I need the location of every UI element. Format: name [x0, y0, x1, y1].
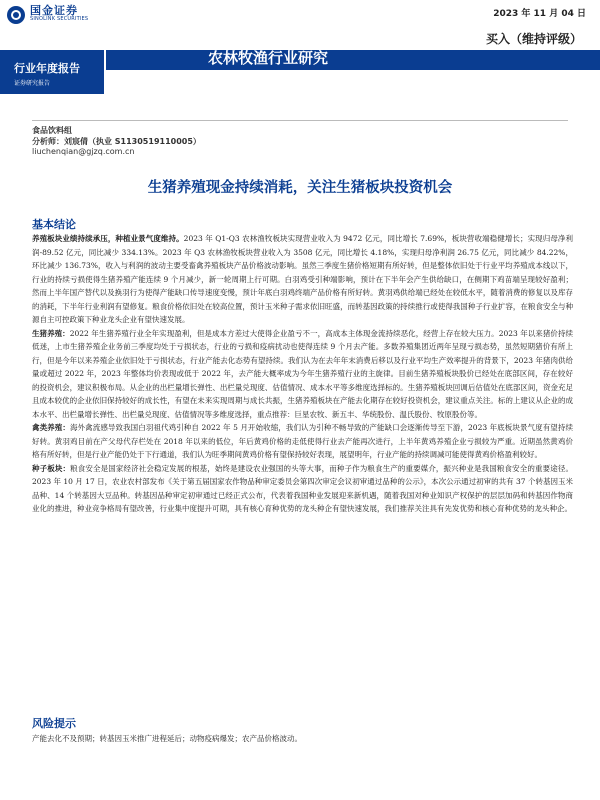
paragraph-industry [32, 232, 573, 327]
risk-text: 产能去化不及预期；转基因玉米推广进程延后；动物疫病爆发；农产品价格波动。 [32, 734, 302, 743]
paragraph-hog [32, 327, 573, 422]
brand-name-en: SINOLINK SECURITIES [30, 16, 89, 22]
brand-logo [6, 4, 88, 26]
analyst-info [32, 126, 201, 158]
risk-heading: 风险提示 [32, 717, 76, 730]
report-date: 2023 年 11 月 04 日 [493, 9, 586, 19]
paragraph-text: 2022 年生猪养殖行业全年实现盈利，但是成本方差过大使得企业盈亏不一，高成本主体现金流持续恶化，经营上存在较大压力。2023 年以来猪价持续低迷，上市生猪养殖企业务前三季度均处于亏损状态，行业的亏损和疫病扰动也使得连续 9 个月去产能。多数养殖集团近两年呈现亏损态势，虽然短期猪价有所上行，但是今年以来养殖企业依旧处于亏损状态，行业产能去化态势有望持续。我们认为在去年年末消费后移以及行业平均生产效率提升的背景下，2023 年猪肉供给量或超过 2022 年，2023 年整体均价表现或低于 2022 年，去产能大概率成为今年生猪养殖行业的主旋律。目前生猪养殖板块股价已经处在底部区间，存在较好的投资机会，建议积极布局。从企业的出栏量增长弹性、出栏量兑现度、估值情况、成本水平等多维度选择标的。生猪养殖板块回调后估值处在底部区间，资金充足且成本较优的企业依旧保持较好的成长性，有望在未来实现周期与成长共振，生猪养殖板块在产能去化期存在较好投资机会，建议重点关注。标的上建议从企业的成本水平、出栏量增长弹性、出栏量兑现度、估值情况等多维度选择，重点推荐：巨星农牧、新五丰、华统股份、温氏股份、牧原股份等。 [32, 328, 573, 419]
conclusion-body [32, 232, 573, 516]
paragraph-lead: 禽类养殖： [32, 423, 70, 432]
paragraph-lead: 种子板块： [32, 463, 71, 473]
rating-label: 买入（维持评级） [485, 32, 582, 46]
header-divider [32, 120, 568, 121]
report-type-band [0, 50, 104, 94]
paragraph-lead: 生猪养殖： [32, 328, 70, 338]
paragraph-lead: 养殖板块业绩持续承压，种植业景气度维持。 [32, 234, 184, 243]
paragraph-poultry [32, 421, 573, 462]
report-title: 农林牧渔行业研究 [208, 49, 329, 67]
paragraph-seed [32, 462, 573, 516]
paragraph-text: 粮食安全是国家经济社会稳定发展的根基，始终是建设农业强国的头等大事，而种子作为粮食生产的重要媒介，振兴种业是我国粮食安全的重要途径。2023 年 10 月 17 日，农业农村部发布《关于第五届国家农作物品种审定委员会第四次审定会议初审通过品种的公示》，本次公示通过初审的共有 37 个转基因玉米品种、14 个转基因大豆品种。转基因品种审定初审通过已经正式公布，代表着我国种业发展迎来新机遇，随着我国对种业知识产权保护的层层加码和转基因作物商业化的推进，种业竞争格局有望改善，行业集中度提升可期，具有核心育种优势的龙头种企有望快速发展，我们推荐关注具有先发优势和核心育种优势的龙头种企。 [32, 463, 573, 513]
analyst-email: liuchenqian@gjzq.com.cn [32, 147, 135, 156]
brand-name-cn: 国金证券 [30, 4, 78, 17]
industry-group: 食品饮料组 [32, 126, 72, 135]
headline: 生猪养殖现金持续消耗，关注生猪板块投资机会 [147, 180, 453, 196]
sinolink-logo-icon [6, 5, 26, 25]
report-subtype: 证券研究报告 [14, 80, 51, 87]
paragraph-text: 2023 年 Q1-Q3 农林渔牧板块实现营业收入为 9472 亿元，同比增长 7.69%，板块营收端稳健增长；实现归母净利润-89.52 亿元，同比减少 334.13%。2023 年 Q3 农林渔牧板块营业收入为 3508 亿元，同比增长 4.18%，实现归母净利润 26.75 亿元，同比减少 84.22%，环比减少 136.73%，收入与利润的波动主要受畜禽养殖板块产品价格波动影响。虽然三季度生猪价格短期有所好转，但是整体依旧处于行业平均养殖成本线以下，行业的持续亏损使得生猪养殖产能连续 9 个月减少，新一轮周期上行可期。白羽鸡受引种端影响，预计在下半年会产生供给缺口，在侧期下鸡苗端呈现较好盈利；然而上半年国产替代以及换羽行为使得产能缺口传导速度变慢，预计年底白羽鸡终端产品价格有所好转。黄羽鸡供给端已经处在较低水平，随着消费的修复以及库存的消耗，下半年行业利润有望修复。粮食价格依旧处在较高位置，预计玉米种子需求依旧旺盛，而转基因政策的持续推行或使得我国种子行业扩容，在粮食安全与种源自主可控政策下种业龙头企业有望快速发展。 [32, 234, 574, 324]
title-band [106, 50, 600, 70]
paragraph-text: 海外禽流感导致我国白羽祖代鸡引种自 2022 年 5 月开始收缩，我们认为引种不畅导致的产能缺口会逐渐传导至下游，2023 年底板块景气度有望持续好转。黄羽鸡目前在产父母代存栏处在 2018 年以来的低位，年后黄鸡价格的走低使得行业去产能再次进行，上半年黄鸡养殖企业亏损较为严重。近期虽然黄鸡价格有所好转，但是行业产能仍处于下行通道，我们认为旺季期间黄鸡价格有望保持较好表现，展望明年，行业产能的持续调减可能使得黄鸡价格盈利较好。 [32, 423, 573, 459]
analyst-name: 分析师：刘宸倩（执业 S1130519110005） [32, 136, 201, 146]
conclusion-heading: 基本结论 [32, 218, 76, 231]
report-type: 行业年度报告 [14, 62, 80, 75]
